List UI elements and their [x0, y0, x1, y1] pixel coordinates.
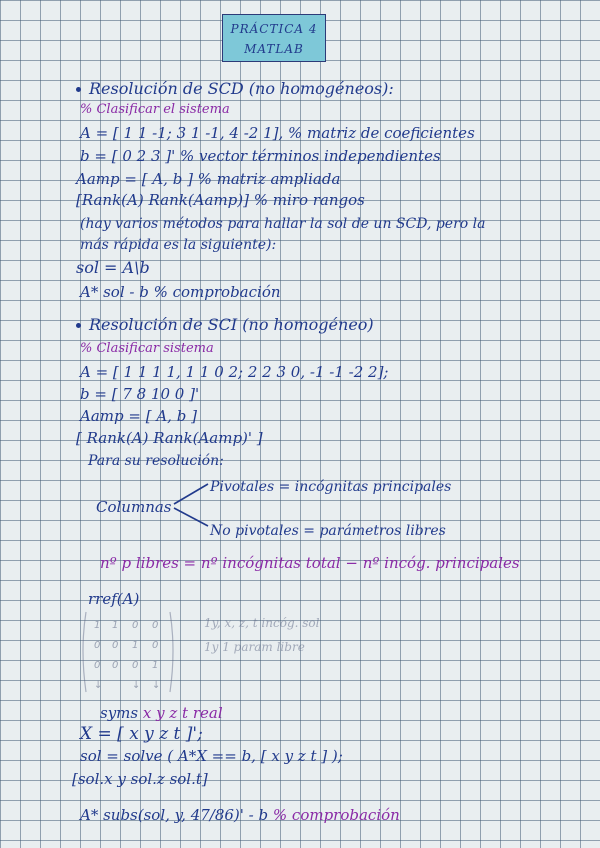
pencil-note-1: 1y, x, z, t incóg. sol: [204, 616, 320, 630]
svg-text:0: 0: [132, 620, 139, 631]
svg-text:1: 1: [132, 640, 139, 651]
section1-line-6: más rápida es la siguiente):: [80, 237, 277, 253]
svg-text:1: 1: [152, 660, 159, 671]
section2-line-3: Aamp = [ A, b ]: [80, 407, 197, 425]
svg-text:0: 0: [152, 620, 159, 631]
bullet-icon: [76, 323, 81, 328]
check-expression: A* subs(sol, y, 47/86)' - b: [80, 806, 269, 824]
svg-text:↓: ↓: [132, 680, 141, 691]
section2-heading: [76, 316, 374, 334]
syms-line: [100, 704, 223, 722]
section1-line-2: b = [ 0 2 3 ]' % vector términos independientes: [80, 147, 441, 165]
formula-line: nº p libres = nº incógnitas total − nº incóg. principales: [100, 554, 520, 572]
svg-text:0: 0: [152, 640, 159, 651]
section2-line-2: b = [ 7 8 10 0 ]': [80, 385, 200, 403]
svg-text:1: 1: [94, 620, 101, 631]
section1-line-7: sol = A\b: [76, 258, 150, 277]
section1-line-1: A = [ 1 1 -1; 3 1 -1, 4 -2 1], % matriz de coeficientes: [80, 124, 475, 142]
check-comment: % comprobación: [272, 806, 400, 824]
section2-line-5: Para su resolución:: [88, 453, 224, 469]
title-box: [222, 14, 326, 62]
rref-line: rref(A): [88, 590, 140, 608]
svg-text:↓: ↓: [94, 680, 103, 691]
section1-heading-text: Resolución de SCD (no homogéneos):: [89, 79, 394, 98]
section1-comment: % Clasificar el sistema: [80, 102, 230, 117]
syms-keyword: syms: [100, 704, 139, 722]
section1-line-5: (hay varios métodos para hallar la sol de un SCD, pero la: [80, 216, 486, 232]
no-pivotales-line: No pivotales = parámetros libres: [210, 523, 446, 539]
pencil-note-2: 1y 1 param libre: [204, 640, 305, 654]
section2-heading-text: Resolución de SCI (no homogéneo): [89, 315, 374, 334]
syms-vars: x y z t: [142, 704, 189, 722]
svg-text:1: 1: [112, 620, 119, 631]
section1-heading: [76, 80, 394, 98]
solution-vector-line: [sol.x y sol.z sol.t]: [72, 770, 208, 788]
svg-text:0: 0: [132, 660, 139, 671]
svg-text:0: 0: [112, 660, 119, 671]
svg-text:0: 0: [94, 640, 101, 651]
svg-text:0: 0: [112, 640, 119, 651]
section2-line-4: [ Rank(A) Rank(Aamp)' ]: [76, 429, 263, 447]
syms-real: real: [192, 704, 223, 722]
svg-text:↓: ↓: [152, 680, 161, 691]
pivotales-line: Pivotales = incógnitas principales: [210, 479, 452, 495]
check-line: [80, 806, 400, 824]
bullet-icon: [76, 87, 81, 92]
x-vector-line: X = [ x y z t ]';: [80, 724, 203, 744]
section1-line-4: [Rank(A) Rank(Aamp)] % miro rangos: [76, 191, 365, 209]
pencil-matrix: [80, 608, 180, 704]
title-line-2: MATLAB: [244, 42, 304, 56]
section1-line-8: A* sol - b % comprobación: [80, 283, 281, 301]
section2-line-1: A = [ 1 1 1 1, 1 1 0 2; 2 2 3 0, -1 -1 -2 2];: [80, 363, 389, 381]
solve-line: sol = solve ( A*X == b, [ x y z t ] );: [80, 747, 343, 765]
section2-comment: % Clasificar sistema: [80, 341, 214, 356]
svg-text:0: 0: [94, 660, 101, 671]
columnas-label: Columnas: [96, 498, 172, 516]
title-line-1: PRÁCTICA 4: [230, 22, 318, 36]
section1-line-3: Aamp = [ A, b ] % matriz ampliada: [76, 170, 341, 188]
